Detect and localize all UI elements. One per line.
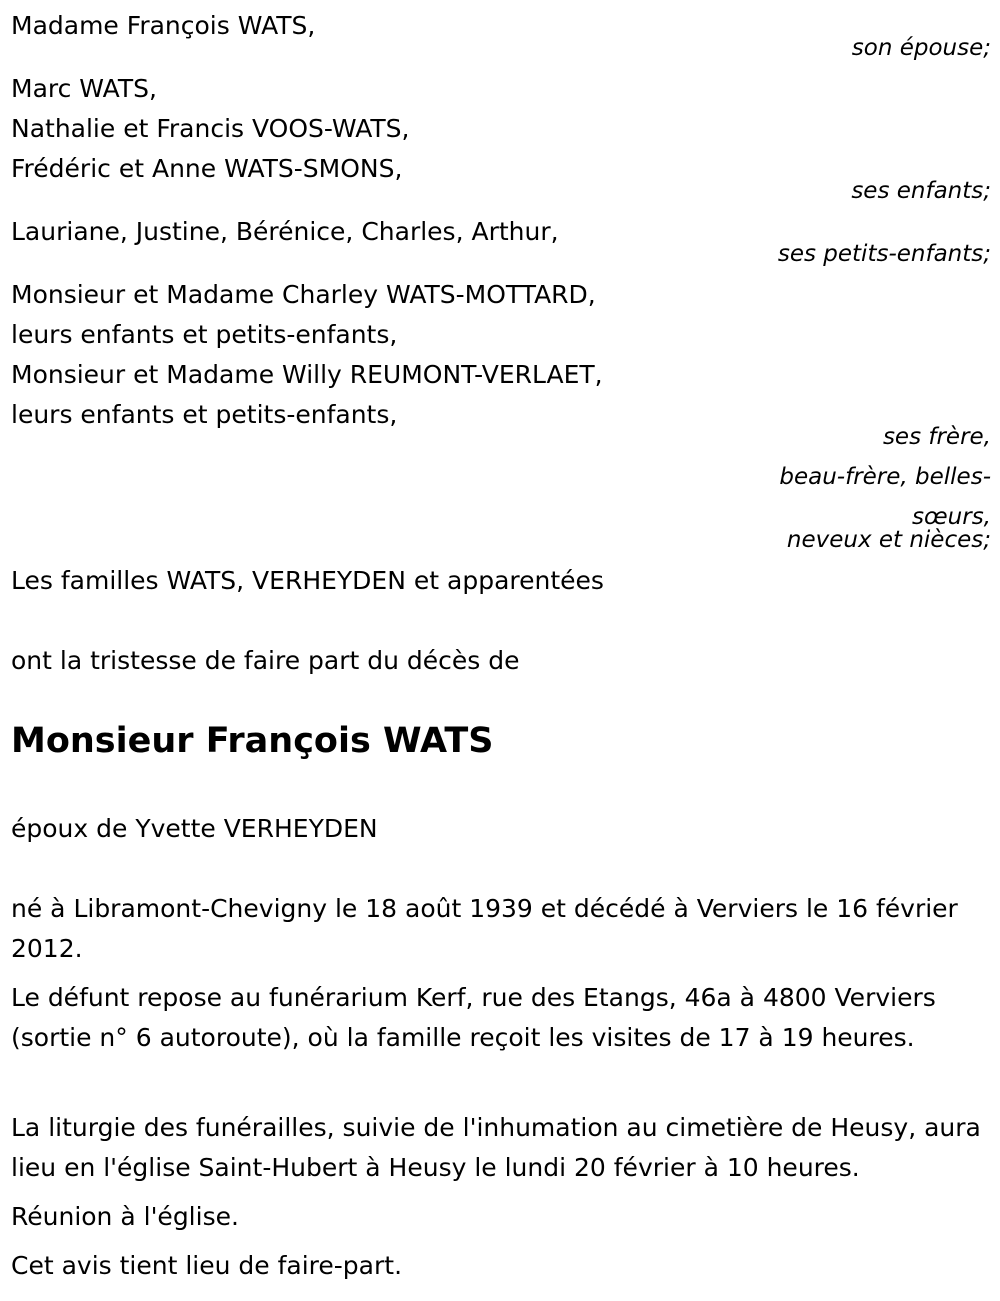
- grandchildren-names: Lauriane, Justine, Bérénice, Charles, Arthur,: [11, 217, 559, 246]
- siblings-relation-line: ses frère,: [882, 424, 991, 450]
- spouse-relation: son épouse;: [851, 35, 991, 61]
- child-name: Marc WATS,: [11, 74, 157, 103]
- siblings-relation-line: sœurs,: [912, 504, 991, 530]
- siblings-relation-line: beau-frère, belles-: [779, 464, 991, 490]
- announcement-line: ont la tristesse de faire part du décès de: [11, 646, 520, 675]
- funerarium-paragraph: Le défunt repose au funérarium Kerf, rue des Etangs, 46a à 4800 Verviers (sortie n° 6 autoroute), où la famille reçoit les visites de 17 à 19 heures.: [11, 983, 936, 1052]
- siblings-relation-line: neveux et nièces;: [786, 527, 991, 553]
- sibling-line: leurs enfants et petits-enfants,: [11, 400, 398, 429]
- child-name: Frédéric et Anne WATS-SMONS,: [11, 154, 403, 183]
- deceased-name: Monsieur François WATS: [11, 721, 494, 761]
- birth-death-paragraph: né à Libramont-Chevigny le 18 août 1939 et décédé à Verviers le 16 février 2012.: [11, 894, 958, 963]
- spouse-name: Madame François WATS,: [11, 11, 316, 40]
- deceased-spouse: époux de Yvette VERHEYDEN: [11, 814, 378, 843]
- reunion-line: Réunion à l'église.: [11, 1202, 239, 1231]
- sibling-line: leurs enfants et petits-enfants,: [11, 320, 398, 349]
- sibling-line: Monsieur et Madame Willy REUMONT-VERLAET,: [11, 360, 603, 389]
- sibling-line: Monsieur et Madame Charley WATS-MOTTARD,: [11, 280, 596, 309]
- notice-line: Cet avis tient lieu de faire-part.: [11, 1251, 403, 1280]
- grandchildren-relation: ses petits-enfants;: [777, 241, 991, 267]
- child-name: Nathalie et Francis VOOS-WATS,: [11, 114, 410, 143]
- families-line: Les familles WATS, VERHEYDEN et apparentées: [11, 566, 604, 595]
- children-relation: ses enfants;: [851, 178, 991, 204]
- liturgy-paragraph: La liturgie des funérailles, suivie de l'inhumation au cimetière de Heusy, aura lieu en l'église Saint-Hubert à Heusy le lundi 20 février à 10 heures.: [11, 1113, 981, 1182]
